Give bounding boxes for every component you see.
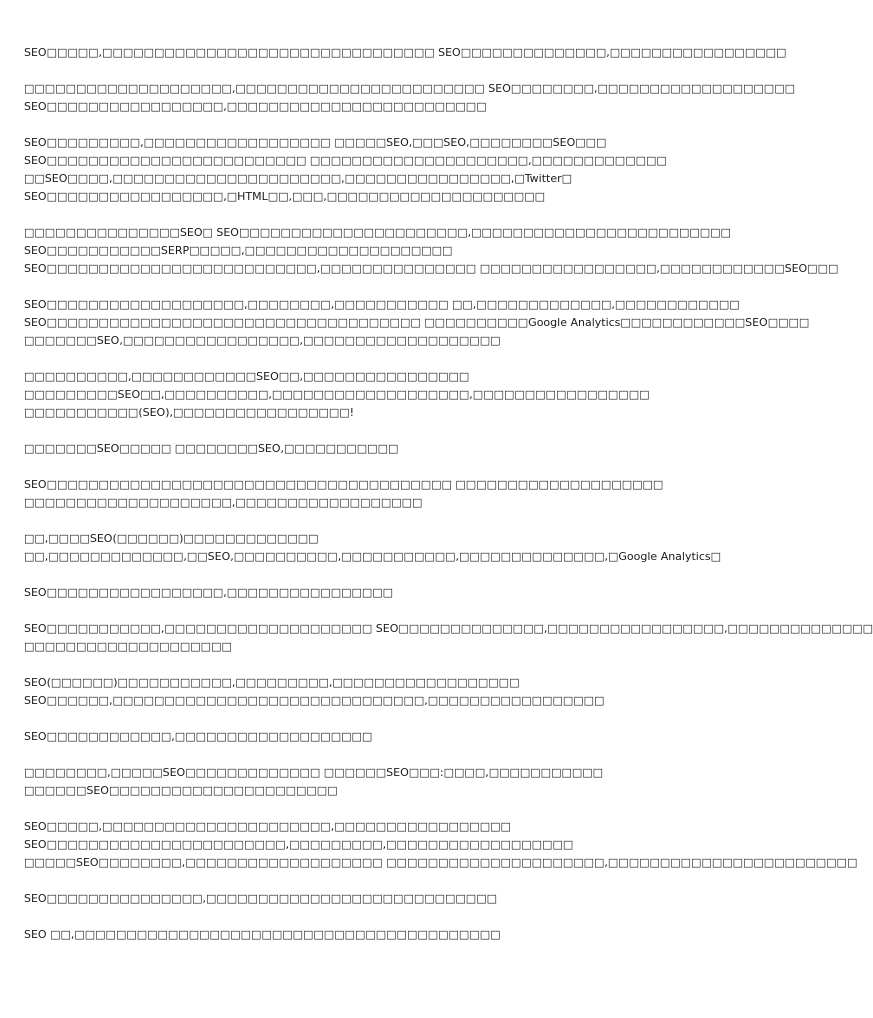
paragraph bbox=[24, 620, 873, 656]
text-line: SEO□□□□□□□□□□□□□□□□□,□HTML□□,□□□,□□□□□□□□□□□□□□□□□□□□□ bbox=[24, 190, 545, 203]
paragraph bbox=[24, 134, 704, 206]
text-line: □□□□□□□□□□□□□□□□□□□□,□□□□□□□□□□□□□□□□□□□□□□□□ SEO□□□□□□□□,□□□□□□□□□□□□□□□□□□□ bbox=[24, 82, 795, 95]
paragraph bbox=[24, 476, 704, 512]
text-line: SEO□□□□□,□□□□□□□□□□□□□□□□□□□□□□□□□□□□□□□□ SEO□□□□□□□□□□□□□□,□□□□□□□□□□□□□□□□□ bbox=[24, 46, 787, 59]
paragraph bbox=[24, 728, 704, 746]
document-body bbox=[24, 44, 873, 962]
text-line: SEO(□□□□□□)□□□□□□□□□□□,□□□□□□□□□,□□□□□□□□□□□□□□□□□□ bbox=[24, 676, 520, 689]
text-line: SEO□□□□□□□□□□□□□□□□□□□□□□□□□□,□□□□□□□□□□□□□□□ □□□□□□□□□□□□□□□□□,□□□□□□□□□□□□SEO□□□ bbox=[24, 262, 839, 275]
text-line: □□□□□□□□□□□□□□□□□□□□,□□□□□□□□□□□□□□□□□□ bbox=[24, 496, 423, 509]
paragraph bbox=[24, 530, 722, 566]
text-line: SEO □□,□□□□□□□□□□□□□□□□□□□□□□□□□□□□□□□□□□□□□□□□□ bbox=[24, 928, 501, 941]
text-line: □□□□□SEO□□□□□□□□,□□□□□□□□□□□□□□□□□□□ □□□□□□□□□□□□□□□□□□□□□,□□□□□□□□□□□□□□□□□□□□□□□□ bbox=[24, 856, 858, 869]
paragraph bbox=[24, 926, 704, 944]
text-line: □□□□□□□□□□□□□□□□□□□□ bbox=[24, 640, 232, 653]
paragraph bbox=[24, 368, 704, 422]
text-line: SEO□□□□□□□□□□□SERP□□□□□,□□□□□□□□□□□□□□□□□□□□ bbox=[24, 244, 453, 257]
text-line: SEO□□□□□□□□□□□,□□□□□□□□□□□□□□□□□□□□ SEO□□□□□□□□□□□□□□,□□□□□□□□□□□□□□□□□,□□□□□□□□□□□□□□ bbox=[24, 622, 873, 635]
text-line: □□□□□□□□□□,□□□□□□□□□□□□SEO□□,□□□□□□□□□□□□□□□□ bbox=[24, 370, 470, 383]
text-line: SEO□□□□□□□□□,□□□□□□□□□□□□□□□□□□ □□□□□SEO,□□□SEO,□□□□□□□□SEO□□□ bbox=[24, 136, 607, 149]
text-line: SEO□□□□□□□□□□□□□□□□□,□□□□□□□□□□□□□□□□□□□□□□□□□ bbox=[24, 100, 487, 113]
text-line: SEO□□□□□□□□□□□□,□□□□□□□□□□□□□□□□□□□ bbox=[24, 730, 373, 743]
text-line: □□SEO□□□□,□□□□□□□□□□□□□□□□□□□□□□,□□□□□□□□□□□□□□□□,□Twitter□ bbox=[24, 172, 573, 185]
text-line: SEO□□□□□□□□□□□□□□□□□□□□□□□□□□□□□□□□□□□□ □□□□□□□□□□Google Analytics□□□□□□□□□□□□SEO□□□□ bbox=[24, 316, 810, 329]
text-line: SEO□□□□□□□□□□□□□□□□□□□□□□□□□□□□□□□□□□□□□□□ □□□□□□□□□□□□□□□□□□□□ bbox=[24, 478, 664, 491]
text-line: SEO□□□□□□□□□□□□□□□□□,□□□□□□□□□□□□□□□□ bbox=[24, 586, 394, 599]
paragraph bbox=[24, 890, 704, 908]
paragraph bbox=[24, 80, 795, 116]
text-line: □□□□□□SEO□□□□□□□□□□□□□□□□□□□□□□ bbox=[24, 784, 338, 797]
paragraph bbox=[24, 44, 787, 62]
paragraph bbox=[24, 674, 704, 710]
text-line: □□□□□□□SEO,□□□□□□□□□□□□□□□□□,□□□□□□□□□□□□□□□□□□□ bbox=[24, 334, 501, 347]
text-line: SEO□□□□□□□□□□□□□□□□□□□□□□□□□ □□□□□□□□□□□□□□□□□□□□□,□□□□□□□□□□□□□ bbox=[24, 154, 667, 167]
paragraph bbox=[24, 440, 704, 458]
text-line: SEO□□□□□□□□□□□□□□□,□□□□□□□□□□□□□□□□□□□□□□□□□□□□ bbox=[24, 892, 497, 905]
paragraph bbox=[24, 818, 858, 872]
text-line: □□□□□□□□□□□□□□□SEO□ SEO□□□□□□□□□□□□□□□□□□□□□□,□□□□□□□□□□□□□□□□□□□□□□□□□ bbox=[24, 226, 731, 239]
paragraph bbox=[24, 584, 704, 602]
text-line: SEO□□□□□,□□□□□□□□□□□□□□□□□□□□□□,□□□□□□□□□□□□□□□□□ bbox=[24, 820, 511, 833]
paragraph bbox=[24, 764, 704, 800]
text-line: SEO□□□□□□,□□□□□□□□□□□□□□□□□□□□□□□□□□□□□□,□□□□□□□□□□□□□□□□□ bbox=[24, 694, 605, 707]
text-line: □□,□□□□SEO(□□□□□□)□□□□□□□□□□□□□ bbox=[24, 532, 319, 545]
text-line: SEO□□□□□□□□□□□□□□□□□□□□□□□,□□□□□□□□□,□□□□□□□□□□□□□□□□□□ bbox=[24, 838, 574, 851]
paragraph bbox=[24, 296, 810, 350]
text-line: SEO□□□□□□□□□□□□□□□□□□□,□□□□□□□□,□□□□□□□□□□□ □□,□□□□□□□□□□□□□,□□□□□□□□□□□□ bbox=[24, 298, 740, 311]
text-line: □□□□□□□□□□□(SEO),□□□□□□□□□□□□□□□□□! bbox=[24, 406, 355, 419]
text-line: □□,□□□□□□□□□□□□□,□□SEO,□□□□□□□□□□,□□□□□□□□□□□,□□□□□□□□□□□□□□,□Google Analytics□ bbox=[24, 550, 722, 563]
text-line: □□□□□□□□□SEO□□,□□□□□□□□□□,□□□□□□□□□□□□□□□□□□□,□□□□□□□□□□□□□□□□□ bbox=[24, 388, 650, 401]
text-line: □□□□□□□□,□□□□□SEO□□□□□□□□□□□□□ □□□□□□SEO□□□:□□□□,□□□□□□□□□□□ bbox=[24, 766, 604, 779]
text-line: □□□□□□□SEO□□□□□ □□□□□□□□SEO,□□□□□□□□□□□ bbox=[24, 442, 399, 455]
paragraph bbox=[24, 224, 839, 278]
